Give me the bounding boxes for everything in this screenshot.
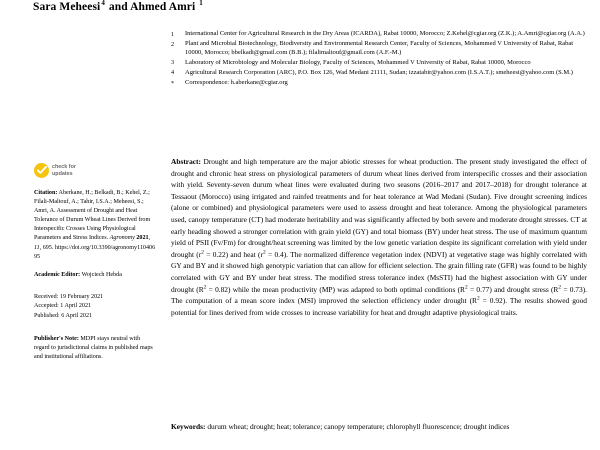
affiliation-text: International Center for Agricultural Research in the Dry Areas (ICARDA), Rabat 10000, Morocco; Z.Kehel@cgiar.org (Z.K.); A.Amri@cgiar.org (A.A.): [185, 30, 585, 37]
publisher-note-block: [34, 335, 156, 362]
doi-link[interactable]: [34, 245, 155, 260]
abstract-text-part: = 0.82) while the mean productivity (MP) was adapted to both optimal conditions (R: [206, 284, 465, 294]
abstract-text-part: Drought and high temperature are the major abiotic stresses for wheat production. The present study investigated the effect of drought and chronic heat stress on physiological parameters of durum wheat lines derived from interspecific crosses and their association with yield. Seventy-seven durum wheat lines were evaluated during two seasons (2016–2017 and 2017–2018) for drought tolerance at Tessaout (Morocco) using irrigated and rainfed treatments and for heat tolerance at Wad Medani (Sudan). Five drought screening indices (alone or combined) and physiological parameters were used to assess drought and heat tolerance. Among the physiological parameters used, canopy temperature (CT) had moderate heritability and was significantly affected by both severe and moderate drought stresses. CT at early heading showed a stronger correlation with grain yield (GY) and total biomass (BY) under heat stress. The use of maximum quantum yield of PSII (Fv/Fm) for drought/heat screening was limited by the low genetic variation despite its significant correlation with yield under drought (r: [171, 157, 587, 259]
correspondence-marker: *: [171, 79, 175, 87]
affiliations-list: [171, 30, 587, 90]
check-for-updates-badge[interactable]: [34, 163, 156, 178]
published-date-row: [34, 312, 156, 321]
abstract-text-part: = 0.22) and heat (r: [203, 249, 263, 259]
citation-authors: Aberkane, H.; Belkadi, B.; Kehel, Z.; Filali-Maltouf, A.; Tahir, I.S.A.; Meheesi, S.; Amri, A. Assessment of Drought and Heat Tolerance of Durum Wheat Lines Derived from Interspecific Crosses Using Physiological Parameters and Stress Indices.: [34, 190, 151, 242]
citation-pages: , 695.: [39, 244, 54, 251]
published-value: 6 April 2021: [59, 312, 93, 319]
abstract-block: [171, 156, 587, 318]
keywords-label: Keywords:: [171, 422, 206, 431]
affiliation-marker: 2: [171, 40, 175, 48]
affiliation-item: [171, 69, 587, 78]
author-conjunction: and Ahmed Amri: [105, 1, 199, 13]
superscript-exponent: 2: [203, 284, 207, 291]
abstract-text-part: = 0.4). The normalized difference vegetation index (NDVI) at vegetative stage was highly correlated with GY and BY and it showed high genotypic variation that can allow for efficient selection. The grain filling rate (GFR) was found to be highly correlated with GY and BY under heat stress. The modified stress tolerance index (MsSTI) had the highest association with GY under drought (R: [171, 249, 588, 294]
academic-editor-block: [34, 271, 156, 280]
doi-suffix: agronomy11040695: [34, 244, 156, 260]
author-affiliation-marker: 1: [199, 0, 203, 8]
superscript-exponent: 2: [262, 249, 266, 256]
publication-dates-block: [34, 293, 156, 321]
affiliation-marker: 1: [171, 30, 175, 38]
citation-block: [34, 189, 156, 262]
accepted-value: 1 April 2021: [58, 303, 92, 310]
accepted-date-row: [34, 302, 156, 311]
sidebar: [34, 163, 156, 362]
affiliation-item: [171, 30, 587, 39]
affiliation-text: Plant and Microbial Biotechnology, Biodiversity and Environmental Research Center, Faculty of Sciences, Mohammed V University of Rabat, Rabat 10000, Morocco; bbelkadi@gmail.com (B.B.); filalimaltouf@gmail.com (A.F.-M.): [185, 40, 574, 56]
doi-prefix: https://doi.org/10.3390/: [54, 244, 113, 251]
affiliation-text: Laboratory of Microbiology and Molecular Biology, Faculty of Sciences, Mohammed V University of Rabat, Rabat 10000, Morocco: [185, 58, 531, 66]
affiliation-marker: 3: [171, 59, 175, 67]
superscript-exponent: 2: [476, 295, 480, 302]
received-date-row: [34, 293, 156, 302]
author-line: [33, 1, 204, 13]
published-label: Published:: [34, 312, 60, 319]
abstract-text-part: = 0.77) and drought stress (R: [467, 284, 559, 294]
keywords-text: durum wheat; drought; heat; tolerance; canopy temperature; chlorophyll fluorescence; drought indices: [205, 422, 510, 431]
correspondence-item: [171, 79, 587, 88]
affiliation-marker: 4: [171, 69, 175, 77]
citation-year: 2021: [134, 235, 149, 242]
correspondence-text: Correspondence: h.aberkane@cgiar.org: [185, 79, 288, 87]
affiliation-text: Agricultural Research Corporation (ARC), P.O. Box 126, Wad Medani 21111, Sudan; izzatabir@yahoo.com (I.S.A.T.); smeheesi@yahoo.com (S.M.): [185, 68, 573, 76]
received-value: 19 February 2021: [58, 293, 104, 300]
received-label: Received:: [34, 293, 59, 300]
superscript-exponent: 2: [558, 284, 562, 291]
superscript-exponent: 2: [465, 284, 468, 291]
abstract-text-part: = 0.92). The results showed good potential for lines derived from wide crosses to increase variability for heat and drought adaptive physiological traits.: [171, 296, 587, 317]
affiliation-item: [171, 59, 587, 68]
badge-line-1: check for: [52, 164, 76, 171]
check-circle-icon: [34, 163, 49, 178]
abstract-label: Abstract:: [171, 157, 201, 166]
author-affiliation-marker: 4: [101, 0, 105, 8]
citation-volume: , 11: [34, 235, 151, 251]
citation-journal: Agronomy: [109, 235, 135, 242]
abstract-text-part: = 0.73). The computation of a mean score index (MSI) improved the selection efficiency under drought (R: [171, 284, 588, 306]
author-name: Sara Meheesi: [33, 1, 101, 13]
publisher-note-label: Publisher's Note:: [34, 336, 79, 343]
academic-editor-label: Academic Editor:: [34, 271, 81, 278]
academic-editor-name: Wojciech Hebda: [80, 271, 122, 278]
checkmark-glyph: [37, 166, 47, 175]
accepted-label: Accepted:: [34, 303, 59, 310]
publisher-note-text: MDPI stays neutral with regard to jurisdictional claims in published maps and institutional affiliations.: [34, 336, 153, 361]
superscript-exponent: 2: [201, 249, 204, 256]
badge-line-2: updates: [52, 170, 73, 177]
affiliation-item: [171, 40, 587, 57]
citation-label: Citation:: [34, 190, 58, 196]
check-for-updates-label: [52, 164, 76, 177]
keywords-block: [171, 421, 587, 433]
